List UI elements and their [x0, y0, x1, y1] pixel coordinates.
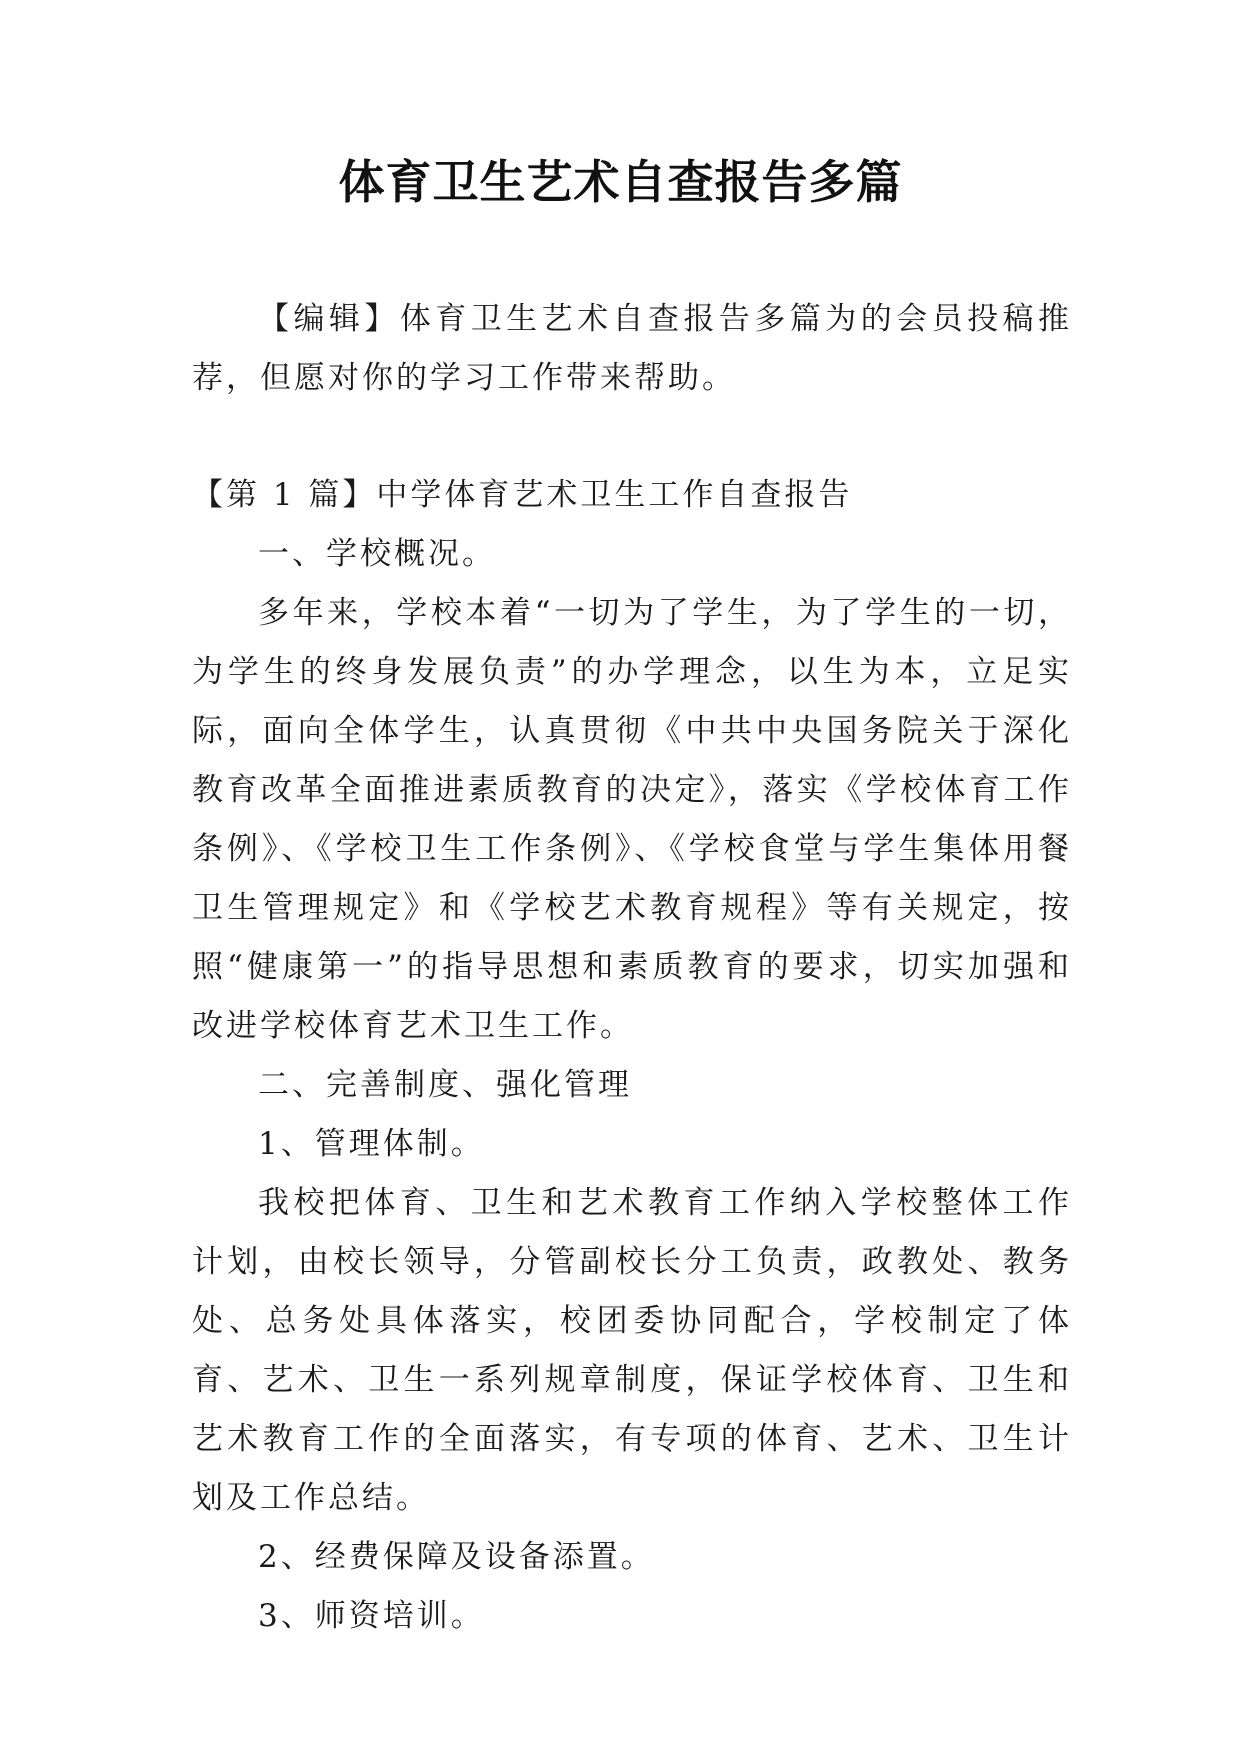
- paragraph-overview-text: 多年来，学校本着“一切为了学生，为了学生的一切，为学生的终身发展负责”的办学理念，以生为本，立足实际，面向全体学生，认真贯彻《中共中央国务院关于深化教育改革全面推进素质教育的决定》，落实《学校体育工作条例》、《学校卫生工作条例》、《学校食堂与学生集体用餐卫生管理规定》和《学校艺术教育规程》等有关规定，按照“健康第一”的指导思想和素质教育的要求，切实加强和改进学校体育艺术卫生工作。: [192, 595, 1072, 1044]
- paragraph-training-heading: 3、师资培训。: [258, 1598, 485, 1634]
- section-title: 【第 1 篇】中学体育艺术卫生工作自查报告: [192, 477, 853, 513]
- intro-paragraph: 【编辑】体育卫生艺术自查报告多篇为的会员投稿推荐，但愿对你的学习工作带来帮助。: [192, 301, 1072, 396]
- paragraph-overview-heading: 一、学校概况。: [258, 536, 496, 572]
- document-body: [192, 290, 1072, 1646]
- document-title: 体育卫生艺术自查报告多篇: [338, 155, 903, 209]
- paragraph-management-heading: 1、管理体制。: [258, 1126, 485, 1162]
- paragraph-management-text: 我校把体育、卫生和艺术教育工作纳入学校整体工作计划，由校长领导，分管副校长分工负责，政教处、教务处、总务处具体落实，校团委协同配合，学校制定了体育、艺术、卫生一系列规章制度，保证学校体育、卫生和艺术教育工作的全面落实，有专项的体育、艺术、卫生计划及工作总结。: [192, 1185, 1072, 1516]
- paragraph-system-heading: 二、完善制度、强化管理: [258, 1067, 632, 1103]
- paragraph-funding-heading: 2、经费保障及设备添置。: [258, 1539, 655, 1575]
